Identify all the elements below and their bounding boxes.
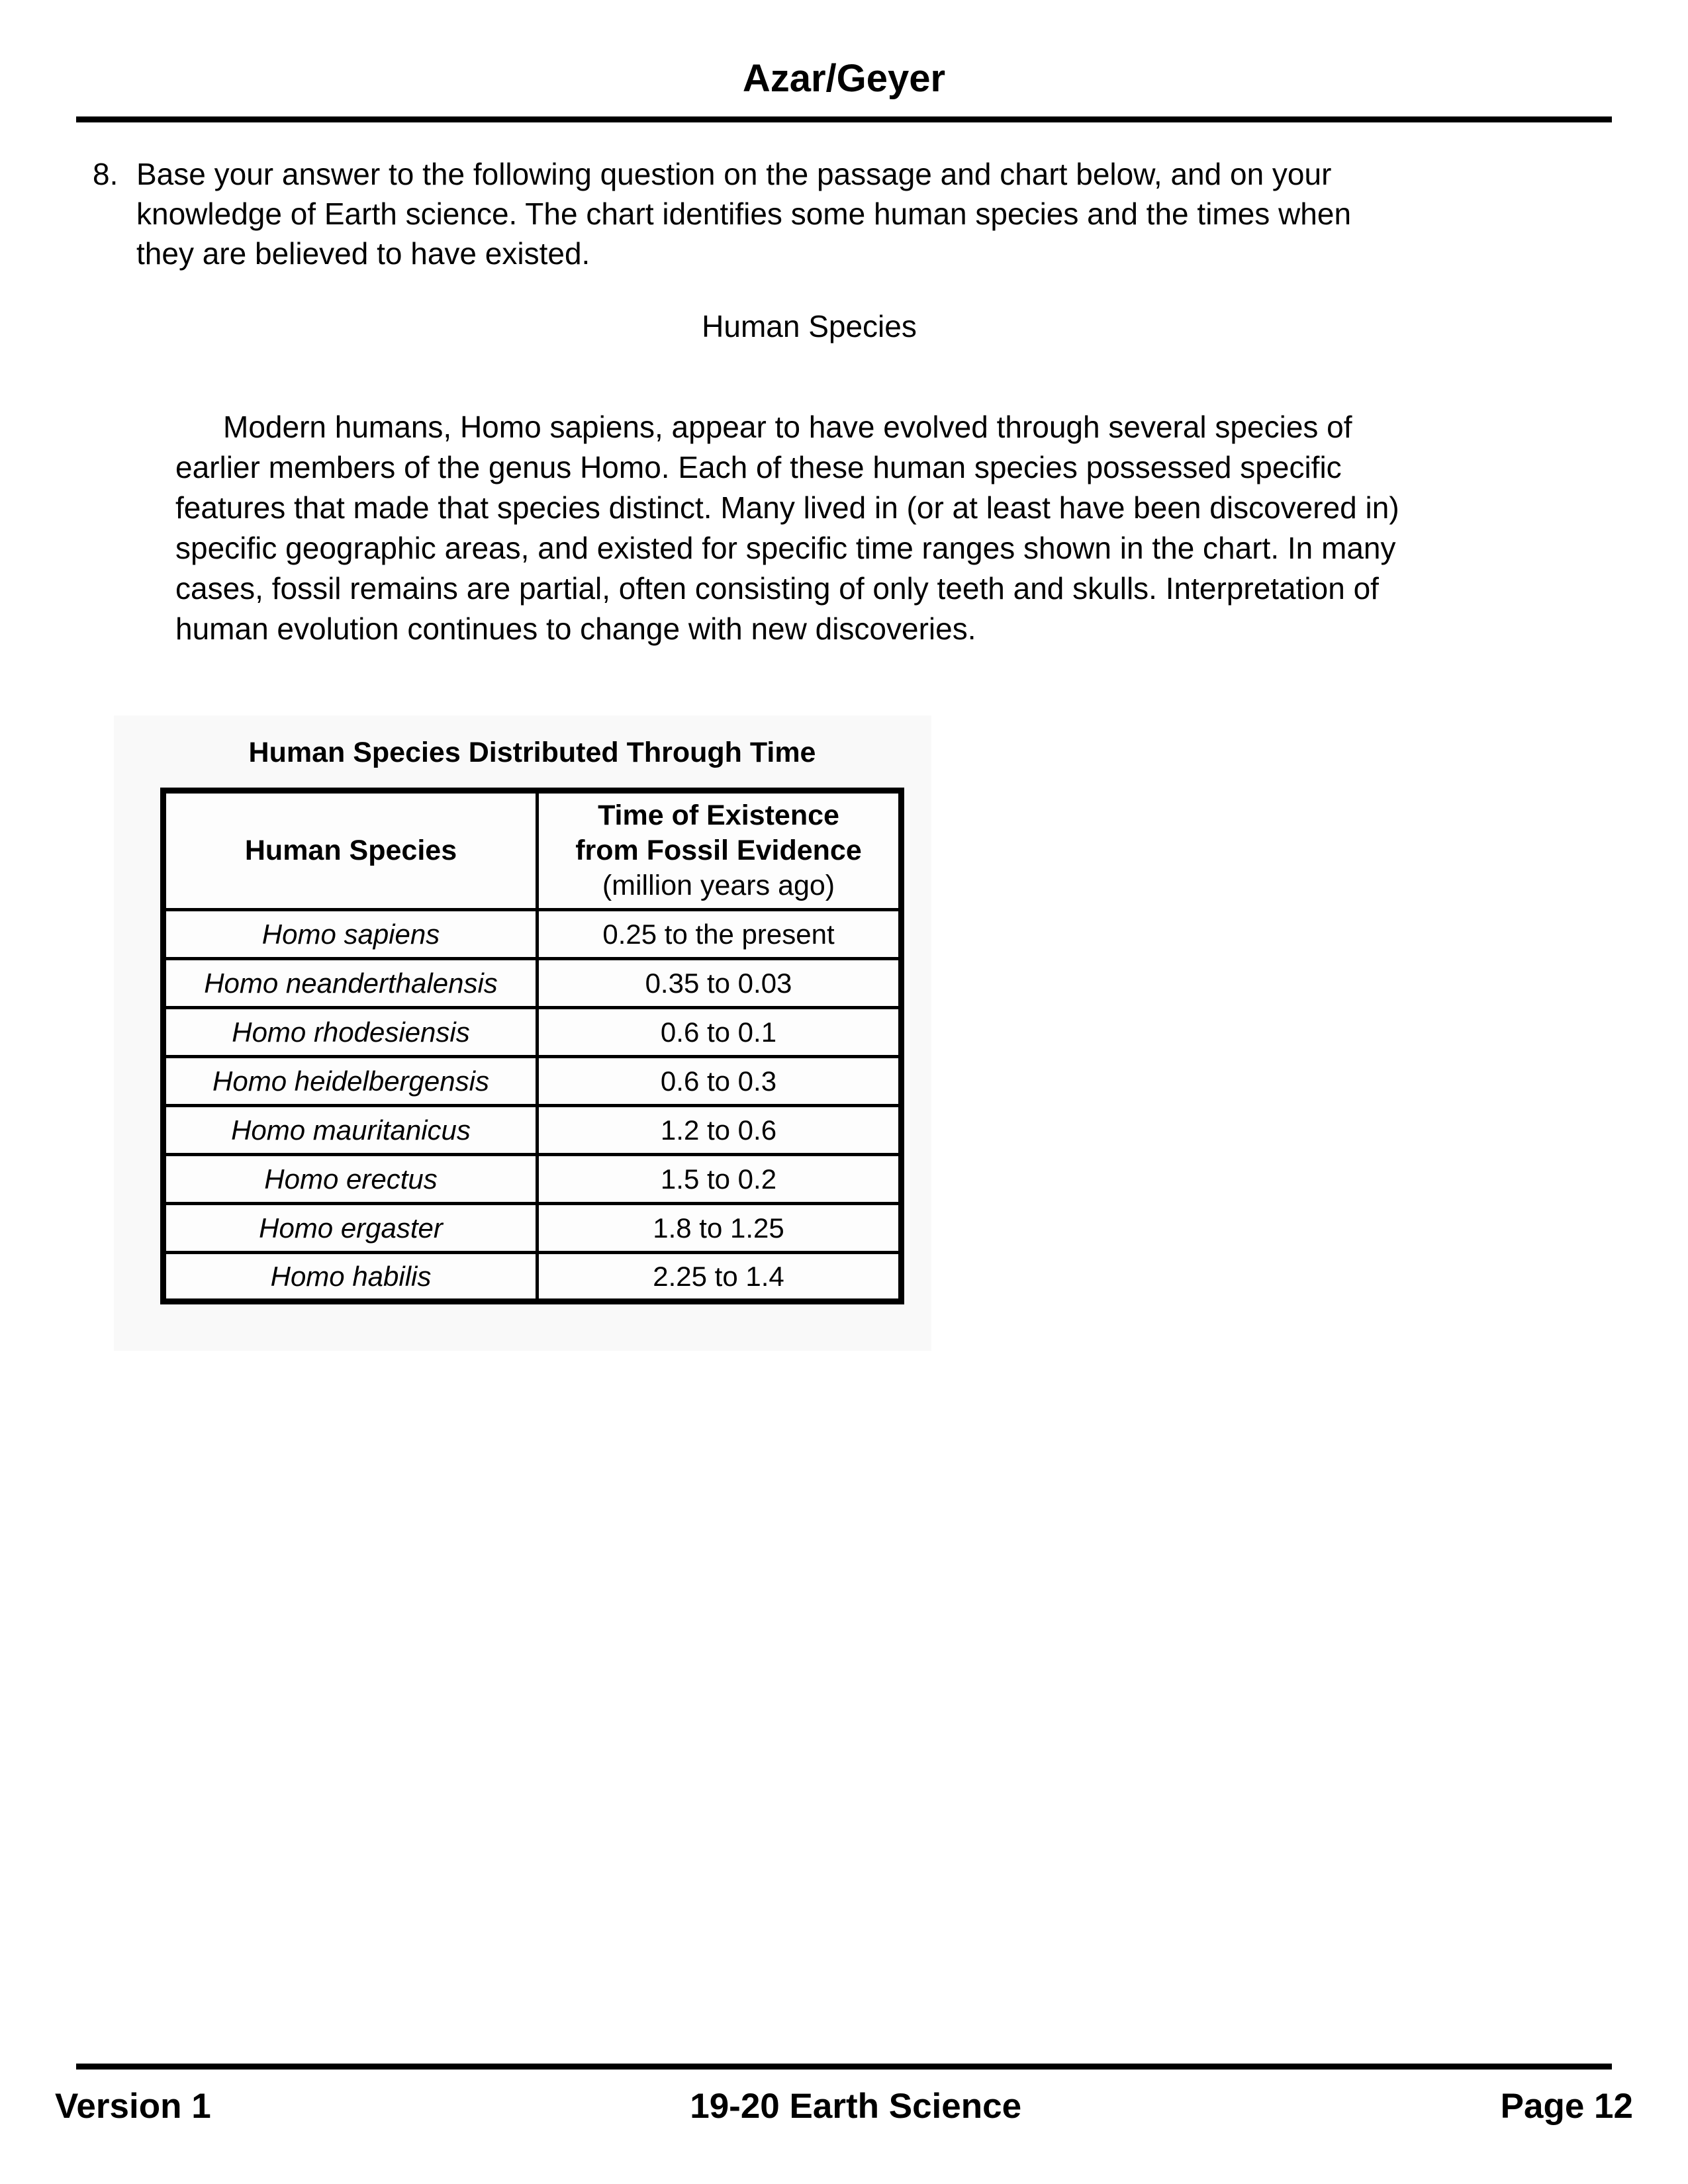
time-cell: 2.25 to 1.4 <box>538 1253 902 1302</box>
question-block <box>93 154 1423 273</box>
species-cell: Homo sapiens <box>164 910 538 959</box>
time-cell: 1.2 to 0.6 <box>538 1106 902 1155</box>
footer-course: 19-20 Earth Science <box>690 2087 1022 2126</box>
time-cell: 1.8 to 1.25 <box>538 1204 902 1253</box>
species-table <box>160 788 904 1304</box>
species-cell: Homo erectus <box>164 1155 538 1204</box>
table-row <box>164 1057 902 1106</box>
table-row <box>164 1106 902 1155</box>
header-divider <box>76 116 1612 122</box>
footer-page-number: Page 12 <box>1500 2087 1633 2126</box>
time-cell: 1.5 to 0.2 <box>538 1155 902 1204</box>
table-row <box>164 1253 902 1302</box>
column-header-species: Human Species <box>164 791 538 910</box>
footer-divider <box>76 2064 1612 2070</box>
table-row <box>164 1008 902 1057</box>
species-cell: Homo heidelbergensis <box>164 1057 538 1106</box>
table-header-row <box>164 791 902 910</box>
time-header-line1: Time of Existence <box>598 799 839 831</box>
table-row <box>164 959 902 1008</box>
time-header-line3: (million years ago) <box>602 870 835 901</box>
table-title: Human Species Distributed Through Time <box>248 737 816 768</box>
time-cell: 0.6 to 0.1 <box>538 1008 902 1057</box>
species-table-figure <box>114 715 931 1351</box>
passage-section <box>175 306 1443 649</box>
time-cell: 0.35 to 0.03 <box>538 959 902 1008</box>
footer-version: Version 1 <box>55 2087 211 2126</box>
page-header-title: Azar/Geyer <box>742 57 946 100</box>
table-row <box>164 1155 902 1204</box>
species-cell: Homo ergaster <box>164 1204 538 1253</box>
table-row <box>164 910 902 959</box>
passage-title: Human Species <box>702 309 917 343</box>
page-footer <box>55 2086 1633 2126</box>
passage-body: Modern humans, Homo sapiens, appear to have evolved through several species of earlier members of the genus Homo. Each of these human species possessed specific features that made that species distinct. Many lived in (or at least have been discovered in) specific geographic areas, and existed for specific time ranges shown in the chart. In many cases, fossil remains are partial, often consisting of only teeth and skulls. Interpretation of human evolution continues to change with new discoveries. <box>175 410 1399 646</box>
table-row <box>164 1204 902 1253</box>
species-cell: Homo rhodesiensis <box>164 1008 538 1057</box>
species-cell: Homo habilis <box>164 1253 538 1302</box>
species-cell: Homo mauritanicus <box>164 1106 538 1155</box>
column-header-time <box>538 791 902 910</box>
species-cell: Homo neanderthalensis <box>164 959 538 1008</box>
time-cell: 0.6 to 0.3 <box>538 1057 902 1106</box>
question-number: 8. <box>93 157 118 191</box>
time-cell: 0.25 to the present <box>538 910 902 959</box>
question-text: Base your answer to the following question on the passage and chart below, and on your knowledge of Earth science. The chart identifies some human species and the times when they are believed to have existed. <box>136 157 1352 271</box>
time-header-line2: from Fossil Evidence <box>575 835 862 866</box>
